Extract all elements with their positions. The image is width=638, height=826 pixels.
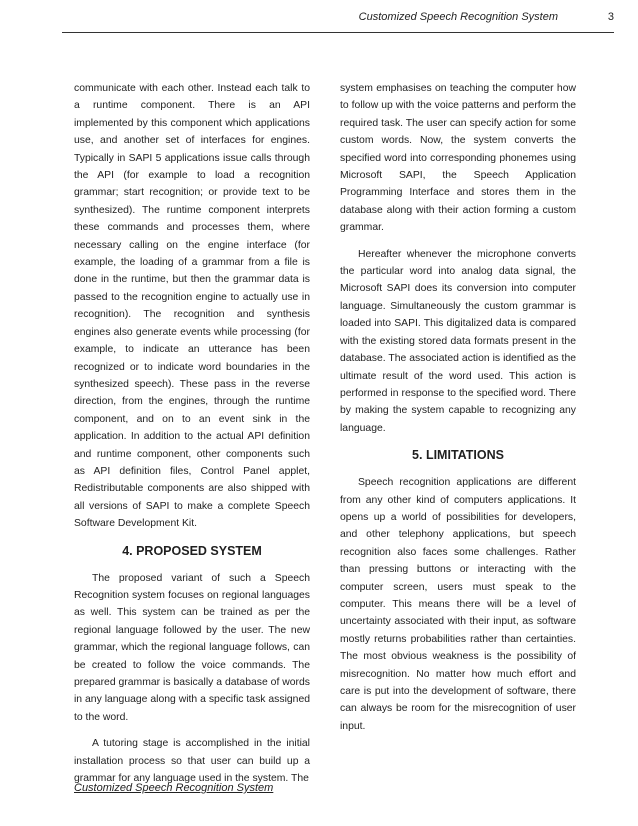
paragraph-limitations: Speech recognition applications are different from any other kind of computers applications. It opens up a world of possibilities for developers, and other telephony applications, but speech recognition also faces some challenges. Rather than pressing buttons or interacting with the computer screen, users must speak to the computer. This means there will be a level of uncertainty associated with their input, as software mostly returns probabilities rather than certainties. The most obvious weakness is the possibility of misrecognition. No matter how much effort and care is put into the development of software, there can always be room for the misrecognition of user input. [340,477,576,732]
footer-running-title: Customized Speech Recognition System [74,782,274,794]
header-running-title: Customized Speech Recognition System [358,11,558,23]
left-column [74,80,310,787]
paragraph-proposed-variant: The proposed variant of such a Speech Recognition system focuses on regional languages as well. This system can be trained as per the regional language followed by the user. The new grammar, which the regional language follows, can be created to follow the voice commands. The prepared grammar is basically a database of words in any language along with a specific task assigned to the word. [74,572,310,723]
paragraph-microphone-conversion: Hereafter whenever the microphone converts the particular word into analog data signal, the Microsoft SAPI does its conversion into computer language. Simultaneously the custom grammar is loaded into SAPI. This digitalized data is compared with the existing stored data formats present in the database. The associated action is identified as the ultimate result of the word used. This action is performed in response to the specified word. There by making the system capable to recognizing any language. [340,248,576,434]
header-divider [62,32,614,33]
right-column [340,80,576,735]
paragraph-tutoring-stage: A tutoring stage is accomplished in the initial installation process so that user can build up a grammar for any language used in the system. The [74,738,310,785]
page-number: 3 [607,11,614,23]
paragraph-sapi-architecture: communicate with each other. Instead each talk to a runtime component. There is an API implemented by this component which applications use, and another set of interfaces for engines. Typically in SAPI 5 applications issue calls through the API (for example to load a recognition grammar; start recognition; or provide text to be synthesized). The runtime component interprets these commands and processes them, where necessary calling on the engine interface (for example, the loading of a grammar from a file is done in the runtime, but then the grammar data is passed to the recognition engine to actually use in recognition). The recognition and synthesis engines also generate events while processing (for example, to indicate an utterance has been recognized or to indicate word boundaries in the synthesized speech). These pass in the reverse direction, from the engines, through the runtime component, and on to an event sink in the application. In addition to the actual API definition and runtime component, other components such as API definition files, Control Panel applet, Redistributable components are also shipped with all versions of SAPI to make a complete Speech Software Development Kit. [74,83,310,530]
section-heading-limitations: 5. LIMITATIONS [412,448,504,463]
section-heading-proposed-system: 4. PROPOSED SYSTEM [122,543,262,558]
paragraph-system-emphasis: system emphasises on teaching the computer how to follow up with the voice patterns and perform the required task. The user can specify action for some custom words. Now, the system converts the specified word into corresponding phonemes using Microsoft SAPI, the Speech Application Programming Interface and stores them in the database along with their action forming a custom grammar. [340,83,576,234]
